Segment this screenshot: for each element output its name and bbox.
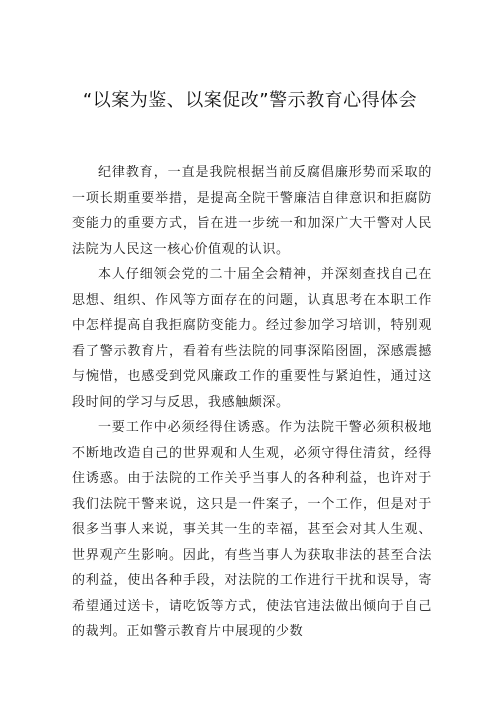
- paragraph: 本人仔细领会党的二十届全会精神，并深刻查找自己在思想、组织、作风等方面存在的问题，认真思考在本职工作中怎样提高自我拒腐防变能力。经过参加学习培训，特别观看了警示教育片，看着有些法院的同事深陷囹圄，深感震撼与惋惜，也感受到党风廉政工作的重要性与紧迫性，通过这段时间的学习与反思，我感触颇深。: [72, 267, 432, 410]
- document-body: [72, 160, 432, 645]
- paragraph: 一要工作中必须经得住诱惑。作为法院干警必须积极地不断地改造自己的世界观和人生观，必须守得住清贫，经得住诱惑。由于法院的工作关乎当事人的各种利益，也许对于我们法院干警来说，这只是一件案子，一个工作，但是对于很多当事人来说，事关其一生的幸福，甚至会对其人生观、世界观产生影响。因此，有些当事人为获取非法的甚至合法的利益，使出各种手段，对法院的工作进行干扰和误导，寄希望通过送卡，请吃饭等方式，使法官违法做出倾向于自己的裁判。正如警示教育片中展现的少数: [72, 420, 432, 639]
- document-title: “以案为鉴、以案促改”警示教育心得体会: [82, 90, 418, 111]
- paragraph: 纪律教育，一直是我院根据当前反腐倡廉形势而采取的一项长期重要举措，是提高全院干警廉洁自律意识和拒腐防变能力的重要方式，旨在进一步统一和加深广大干警对人民法院为人民这一核心价值观的认识。: [72, 165, 432, 257]
